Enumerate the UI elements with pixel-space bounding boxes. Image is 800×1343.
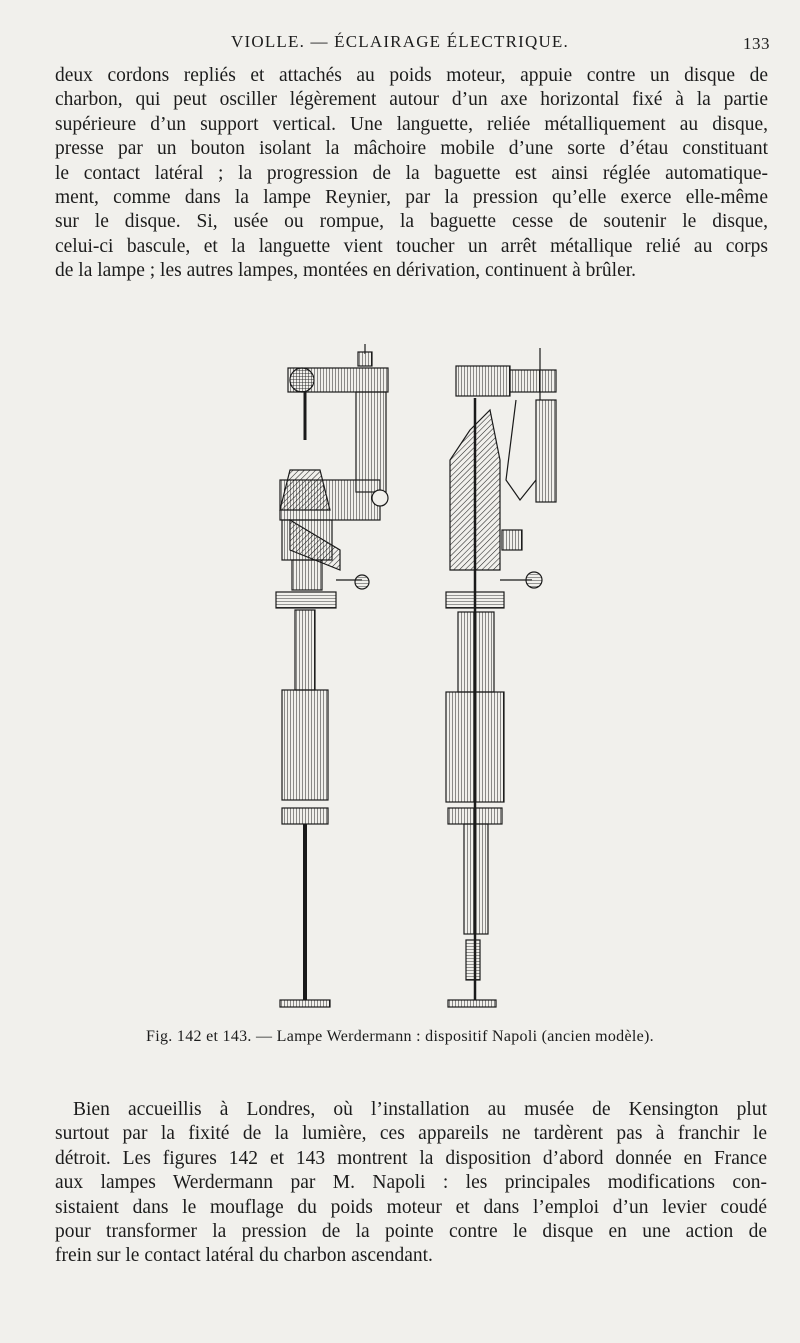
- paragraph-line: celui-ci bascule, et la languette vient toucher un arrêt métallique relié au corps: [55, 235, 768, 257]
- paragraph-line: sistaient dans le mouflage du poids moteur et dans l’emploi d’un levier coudé: [55, 1196, 767, 1218]
- paragraph-line: presse par un bouton isolant la mâchoire mobile d’une sorte d’étau constituant: [55, 138, 768, 160]
- paragraph-line: ment, comme dans la lampe Reynier, par la pression qu’elle exerce elle-même: [55, 187, 768, 209]
- lamp-section-view: [446, 348, 556, 1007]
- paragraph-line: deux cordons repliés et attachés au poids moteur, appuie contre un disque de: [55, 65, 768, 86]
- paragraph-line: détroit. Les figures 142 et 143 montrent la disposition d’abord donnée en France: [55, 1147, 767, 1169]
- paragraph-line: aux lampes Werdermann par M. Napoli : les principales modifications con-: [55, 1172, 767, 1194]
- paragraph-line: charbon, qui peut osciller légèrement autour d’un axe horizontal fixé à la partie: [55, 89, 768, 111]
- running-title: VIOLLE. — ÉCLAIRAGE ÉLECTRIQUE.: [231, 32, 569, 51]
- werdermann-lamp-illustration: [140, 340, 660, 1020]
- paragraph-line: de la lampe ; les autres lampes, montées en dérivation, continuent à brûler.: [55, 260, 637, 282]
- paragraph-line: frein sur le contact latéral du charbon ascendant.: [55, 1245, 433, 1267]
- lamp-engraving: [140, 340, 660, 1020]
- paragraph-1: [55, 64, 768, 284]
- paragraph-line: pour transformer la pression de la pointe contre le disque en une action de: [55, 1221, 767, 1243]
- paragraph-line: surtout par la fixité de la lumière, ces appareils ne tardèrent pas à franchir le: [55, 1123, 767, 1145]
- page-number: 133: [743, 34, 770, 53]
- paragraph-line: le contact latéral ; la progression de la baguette est ainsi réglée automatique-: [55, 162, 768, 184]
- lamp-exterior-view: [276, 344, 388, 1007]
- paragraph-line: sur le disque. Si, usée ou rompue, la baguette cesse de soutenir le disque,: [55, 211, 768, 233]
- figure-caption: Fig. 142 et 143. — Lampe Werdermann : dispositif Napoli (ancien modèle).: [146, 1028, 654, 1045]
- paragraph-2: [55, 1098, 767, 1269]
- paragraph-line: Bien accueillis à Londres, où l’installation au musée de Kensington plut: [73, 1099, 767, 1120]
- paragraph-line: supérieure d’un support vertical. Une languette, reliée métalliquement au disque,: [55, 113, 768, 135]
- running-head: [0, 32, 800, 56]
